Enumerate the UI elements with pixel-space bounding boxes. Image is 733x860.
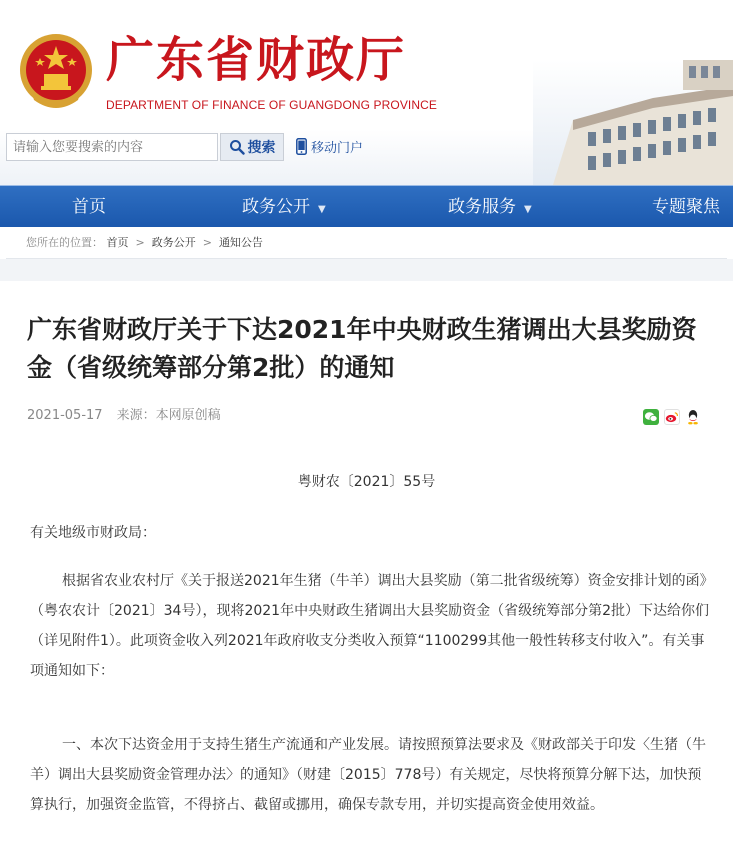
national-emblem-icon	[16, 30, 96, 110]
nav-item-special-topics[interactable]	[652, 186, 720, 228]
mobile-phone-icon	[296, 138, 307, 155]
search-input[interactable]	[7, 134, 217, 160]
nav-item-label: 专题聚焦	[652, 197, 720, 217]
nav-item-label: 政务服务	[448, 197, 516, 217]
breadcrumb-separator: >	[135, 236, 145, 249]
share-bar	[643, 409, 701, 425]
article-paragraph: 一、本次下达资金用于支持生猪生产流通和产业发展。请按照预算法要求及《财政部关于印发〈生猪（牛羊）调出大县奖励资金管理办法〉的通知》（财建〔2015〕778号）有关规定，尽快将预算分解下达，加快预算执行，加强资金监管，不得挤占、截留或挪用，确保专款专用，并切实提高资金使用效益。	[30, 737, 706, 813]
chevron-down-icon: ▼	[318, 204, 326, 215]
search-box	[6, 133, 218, 161]
mobile-portal-label: 移动门户	[311, 141, 364, 156]
article-addressee: 有关地级市财政局：	[30, 525, 156, 541]
site-subtitle: DEPARTMENT OF FINANCE OF GUANGDONG PROVINCE	[106, 98, 437, 112]
breadcrumb-separator: >	[202, 236, 212, 249]
breadcrumb-item-government-affairs[interactable]: 政务公开	[151, 236, 196, 249]
main-nav	[0, 185, 733, 227]
breadcrumb-item-home[interactable]: 首页	[106, 236, 129, 249]
nav-item-government-affairs[interactable]	[242, 186, 326, 228]
document-number: 粤财农〔2021〕55号	[297, 474, 436, 490]
weibo-icon[interactable]	[664, 409, 680, 425]
breadcrumb-item-notices[interactable]: 通知公告	[218, 236, 263, 249]
search-button-label: 搜索	[247, 140, 276, 156]
article-meta	[27, 404, 221, 423]
article	[6, 281, 727, 860]
article-source: 来源：本网原创稿	[116, 408, 221, 423]
building-illustration	[533, 60, 733, 185]
search-icon	[229, 139, 245, 155]
article-date: 2021-05-17	[27, 408, 103, 423]
site-header	[0, 0, 733, 185]
nav-item-home[interactable]	[72, 186, 106, 228]
content-gap	[0, 259, 733, 281]
site-title[interactable]: 广东省财政厅	[106, 32, 407, 88]
article-paragraph: 根据省农业农村厅《关于报送2021年生猪（牛羊）调出大县奖励（第二批省级统筹）资金安排计划的函》（粤农农计〔2021〕34号），现将2021年中央财政生猪调出大县奖励资金（省级统筹部分第2批）下达给你们（详见附件1）。此项资金收入列2021年政府收支分类收入预算“1100299其他一般性转移支付收入”。有关事项通知如下：	[30, 573, 709, 679]
breadcrumb-prefix: 您所在的位置：	[26, 236, 103, 249]
mobile-portal-link[interactable]	[296, 137, 363, 156]
nav-item-label: 首页	[72, 197, 106, 217]
article-title: 广东省财政厅关于下达2021年中央财政生猪调出大县奖励资金（省级统筹部分第2批）的通知	[27, 315, 697, 382]
breadcrumb	[6, 227, 727, 259]
search-button[interactable]	[220, 133, 284, 161]
qq-icon[interactable]	[685, 409, 701, 425]
wechat-icon[interactable]	[643, 409, 659, 425]
nav-item-government-services[interactable]	[448, 186, 532, 228]
chevron-down-icon: ▼	[524, 204, 532, 215]
nav-item-label: 政务公开	[242, 197, 310, 217]
